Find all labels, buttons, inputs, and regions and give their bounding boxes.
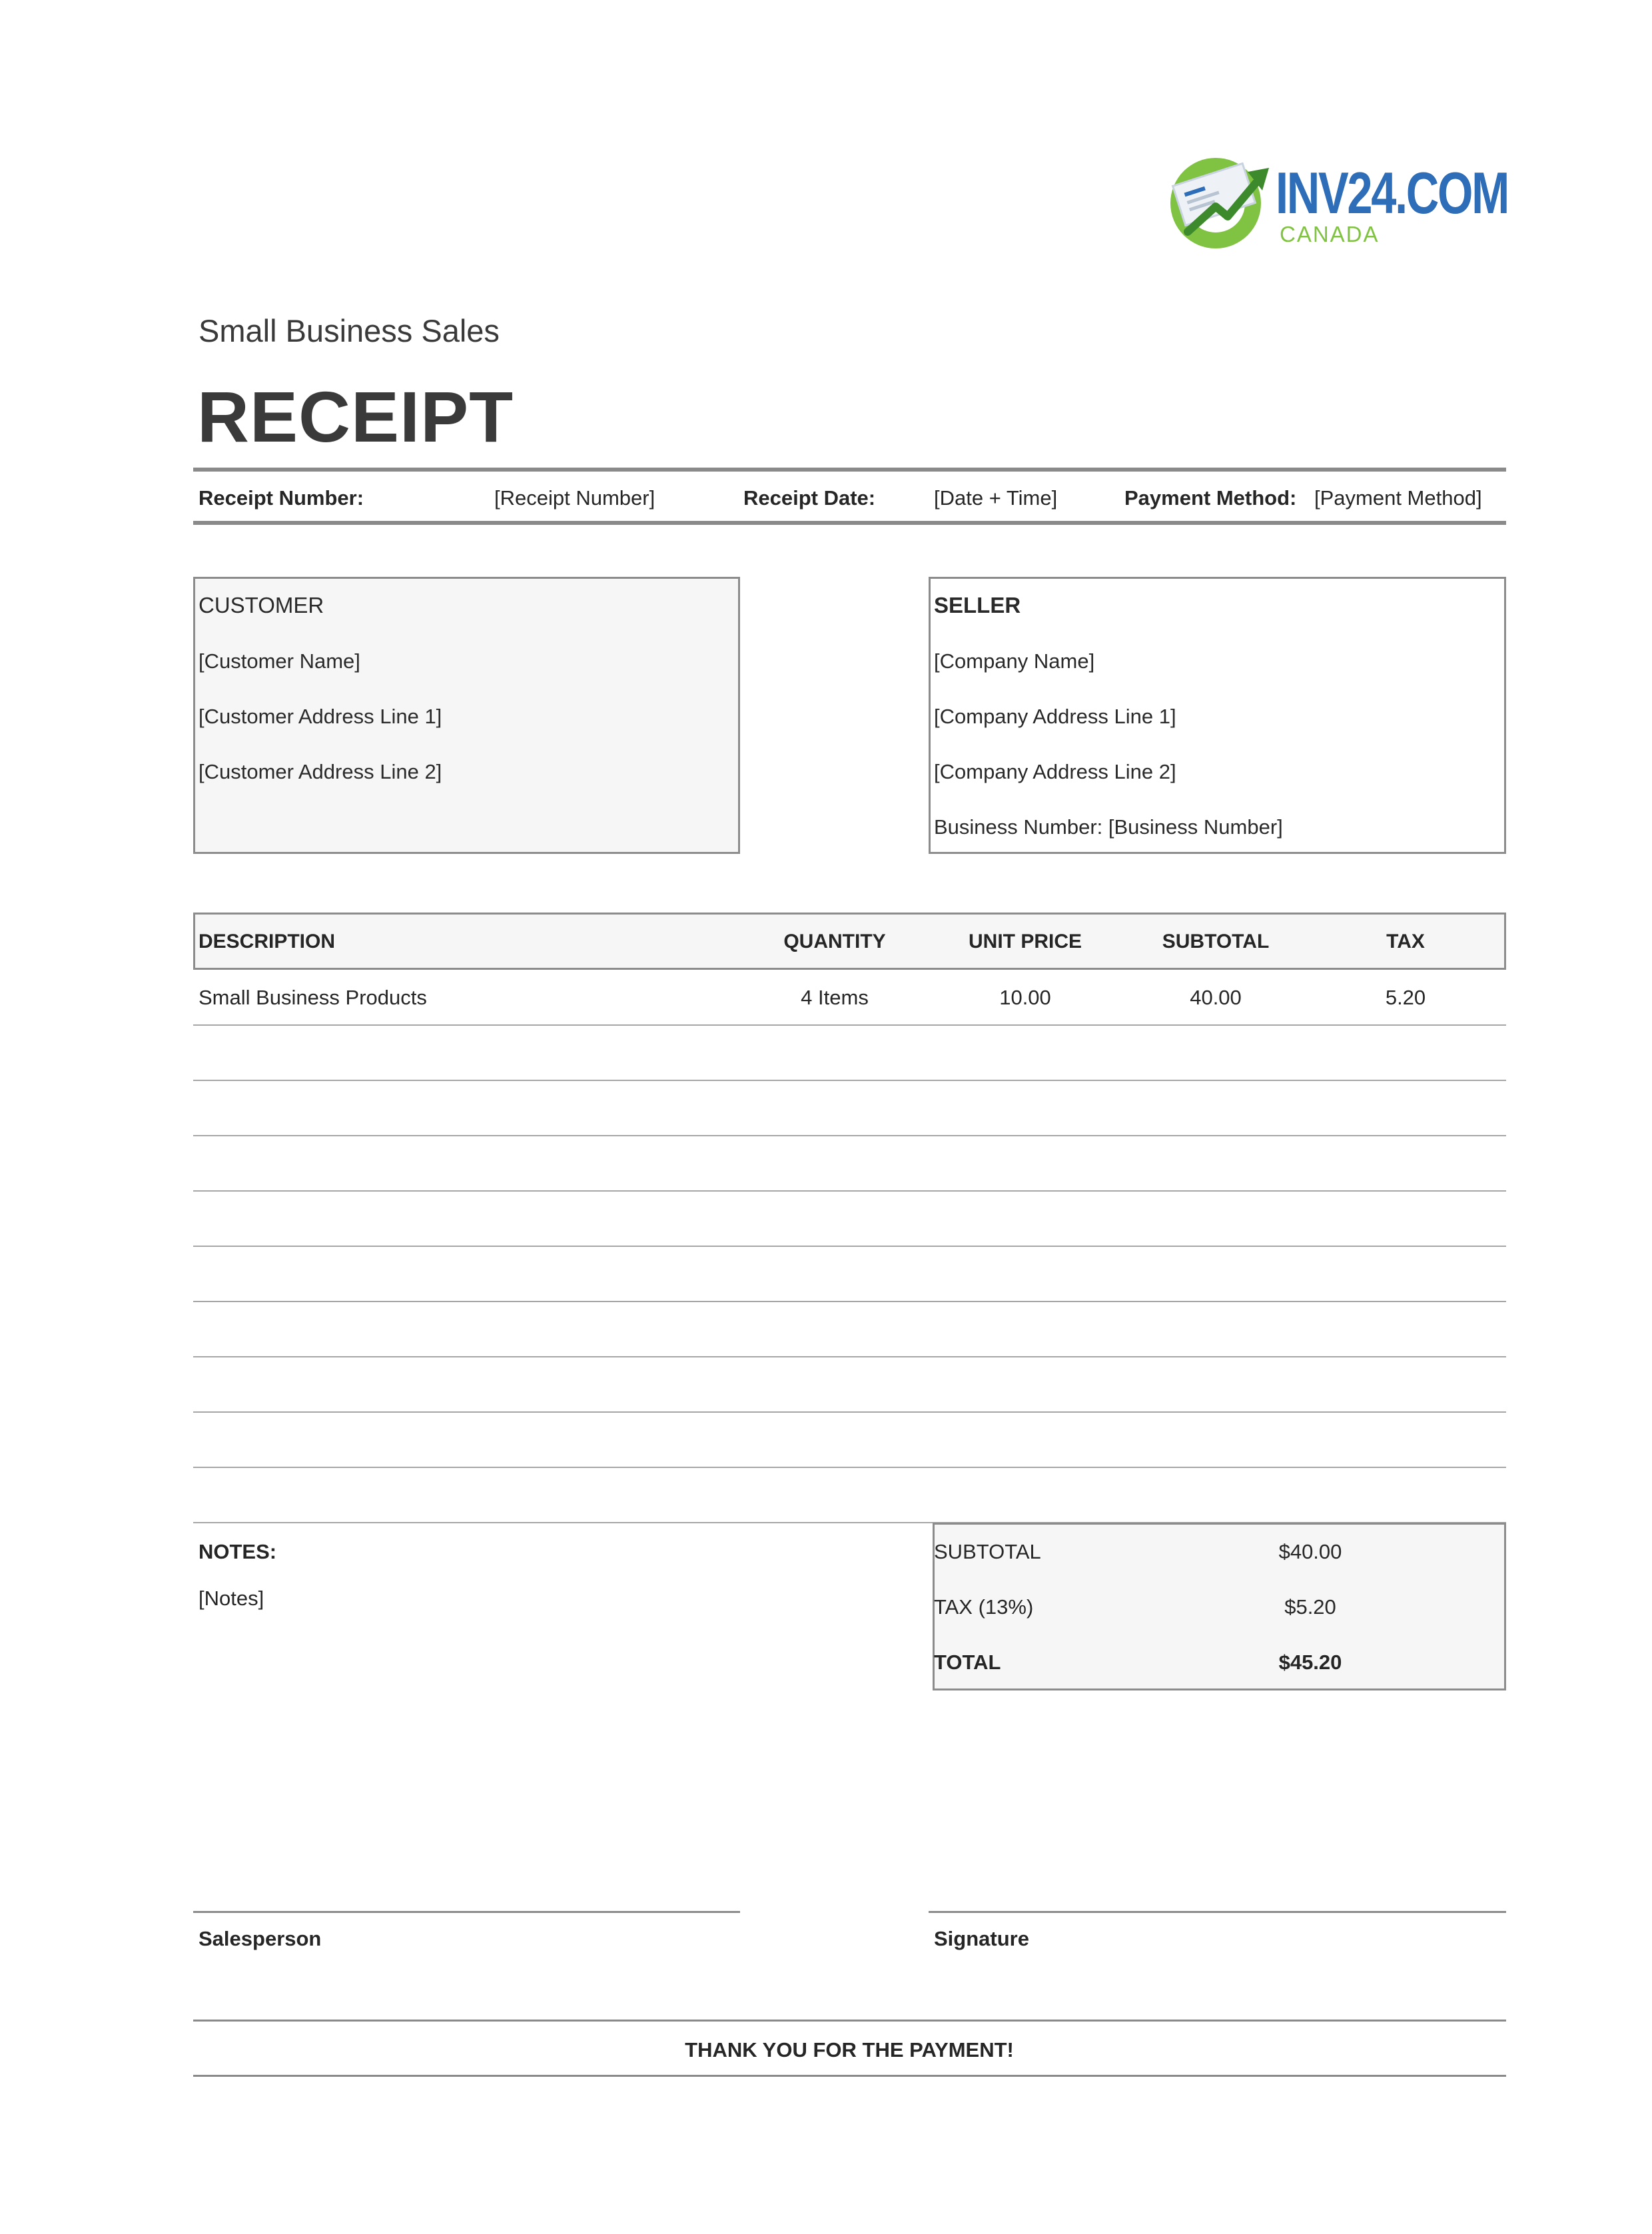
signature-line (929, 1911, 1506, 1913)
signature-label: Signature (934, 1927, 1029, 1950)
document-title: RECEIPT (197, 376, 514, 457)
receipt-date-label: Receipt Date: (743, 486, 876, 510)
footer-top-rule (193, 2020, 1506, 2022)
receipt-date-value: [Date + Time] (934, 486, 1058, 510)
seller-company-name: [Company Name] (934, 649, 1095, 673)
meta-top-rule (193, 468, 1506, 472)
subtotal-value: $40.00 (1278, 1540, 1342, 1563)
subtotal-label: SUBTOTAL (934, 1540, 1041, 1563)
table-row-divider (193, 1246, 1506, 1247)
seller-address-1: [Company Address Line 1] (934, 705, 1176, 728)
table-row-divider (193, 1080, 1506, 1081)
column-header-quantity: QUANTITY (783, 931, 886, 952)
column-header-description: DESCRIPTION (199, 931, 336, 952)
payment-method-value: [Payment Method] (1314, 486, 1482, 510)
table-row-divider (193, 1356, 1506, 1357)
receipt-number-value: [Receipt Number] (494, 486, 655, 510)
salesperson-signature-line (193, 1911, 740, 1913)
receipt-number-label: Receipt Number: (199, 486, 364, 510)
notes-label: NOTES: (199, 1540, 277, 1563)
table-row-divider (193, 1411, 1506, 1413)
notes-value: [Notes] (199, 1587, 264, 1610)
meta-bottom-rule (193, 521, 1506, 525)
cell-unit-price: 10.00 (999, 986, 1051, 1009)
seller-heading: SELLER (934, 593, 1021, 617)
salesperson-label: Salesperson (199, 1927, 322, 1950)
table-row-divider (193, 1467, 1506, 1468)
table-row-divider (193, 1190, 1506, 1192)
customer-heading: CUSTOMER (199, 593, 324, 617)
cell-subtotal: 40.00 (1190, 986, 1242, 1009)
tax-label: TAX (13%) (934, 1595, 1034, 1619)
tax-value: $5.20 (1284, 1595, 1336, 1619)
document-subtitle: Small Business Sales (199, 313, 500, 348)
customer-address-1: [Customer Address Line 1] (199, 705, 442, 728)
table-row-divider (193, 1301, 1506, 1302)
payment-method-label: Payment Method: (1124, 486, 1297, 510)
seller-address-2: [Company Address Line 2] (934, 760, 1176, 783)
column-header-subtotal: SUBTOTAL (1162, 931, 1270, 952)
cell-description: Small Business Products (199, 986, 427, 1009)
customer-address-2: [Customer Address Line 2] (199, 760, 442, 783)
table-row-divider (193, 1135, 1506, 1136)
column-header-tax: TAX (1386, 931, 1425, 952)
customer-name: [Customer Name] (199, 649, 360, 673)
cell-tax: 5.20 (1385, 986, 1426, 1009)
total-label: TOTAL (934, 1651, 1001, 1674)
table-row-divider (193, 1024, 1506, 1026)
logo-country-text: CANADA (1280, 222, 1380, 246)
cell-quantity: 4 Items (801, 986, 869, 1009)
seller-business-number: Business Number: [Business Number] (934, 815, 1283, 839)
thank-you-message: THANK YOU FOR THE PAYMENT! (685, 2038, 1014, 2061)
column-header-unit-price: UNIT PRICE (968, 931, 1082, 952)
total-value: $45.20 (1278, 1651, 1342, 1674)
logo-brand-text: INV24.COM (1276, 160, 1508, 226)
footer-bottom-rule (193, 2075, 1506, 2077)
